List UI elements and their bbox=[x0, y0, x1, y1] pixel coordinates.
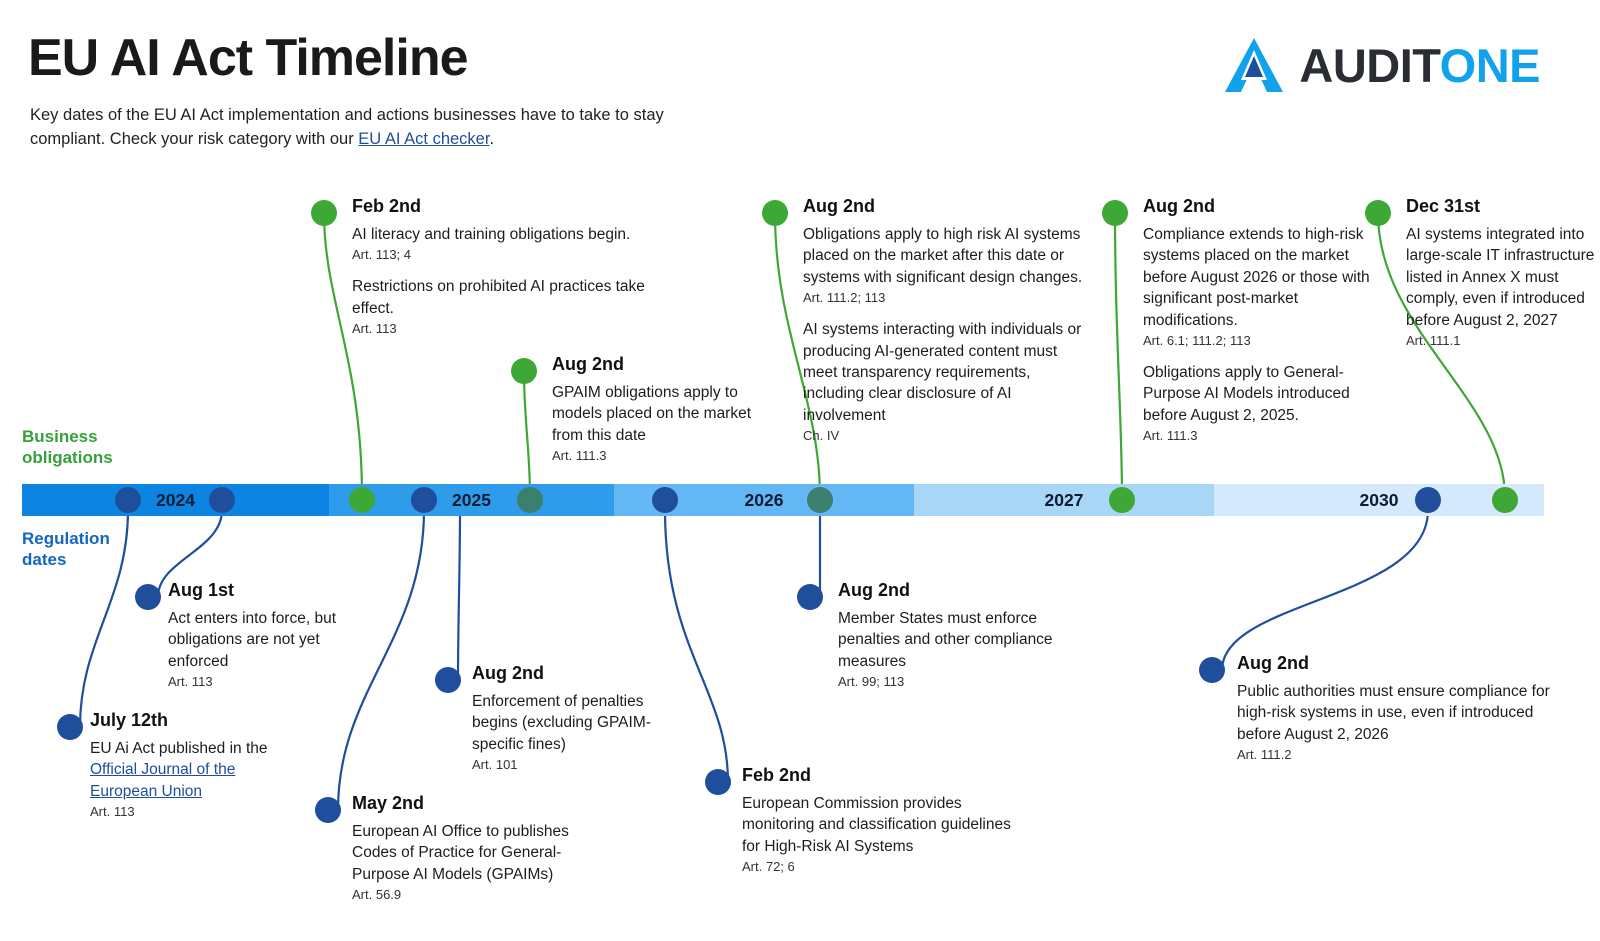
marker-dot-aug-1[interactable] bbox=[209, 487, 235, 513]
card-article: Art. 113 bbox=[352, 321, 397, 337]
card-dot-feb-2-2026[interactable] bbox=[705, 769, 731, 795]
card-article: Art. 72; 6 bbox=[742, 859, 795, 875]
card-dot-aug-2-2026[interactable] bbox=[762, 200, 788, 226]
year-label-2030: 2030 bbox=[1359, 489, 1399, 510]
eu-ai-act-checker-link[interactable]: EU AI Act checker bbox=[358, 129, 490, 148]
auditone-logo bbox=[1223, 36, 1540, 94]
card-article: Art. 113 bbox=[168, 674, 213, 690]
card-feb-2-2026-below bbox=[742, 765, 1032, 874]
card-date: Feb 2nd bbox=[742, 765, 812, 785]
card-text: Act enters into force, but obligations are not yet enforced bbox=[168, 610, 337, 670]
card-date: Aug 2nd bbox=[472, 663, 544, 683]
regulation-label-line2: dates bbox=[22, 550, 67, 570]
marker-dot-aug-2-2026[interactable] bbox=[807, 487, 833, 513]
logo-text-one: ONE bbox=[1439, 38, 1540, 92]
card-text: European Commission provides monitoring and classification guidelines for High-Risk AI Systems bbox=[742, 795, 1011, 855]
card-text: AI systems interacting with individuals or producing AI-generated content must meet transparency requirements, including clear disclosure of AI involvement bbox=[803, 321, 1082, 424]
card-text: Restrictions on prohibited AI practices take effect. bbox=[352, 278, 645, 317]
card-text bbox=[90, 738, 280, 802]
regulation-label-line1: Regulation bbox=[22, 529, 110, 548]
card-article: Art. 113; 4 bbox=[352, 247, 412, 263]
card-aug-2-2027-above bbox=[1143, 196, 1383, 443]
card-may-2-2025 bbox=[352, 793, 602, 902]
card-article: Art. 56.9 bbox=[352, 887, 402, 903]
card-dot-aug-2-2027[interactable] bbox=[1102, 200, 1128, 226]
marker-dot-may-2[interactable] bbox=[411, 487, 437, 513]
business-obligations-label bbox=[22, 426, 113, 469]
marker-dot-july-12[interactable] bbox=[115, 487, 141, 513]
card-article: Ch. IV bbox=[803, 428, 840, 443]
card-article: Art. 111.2 bbox=[1237, 747, 1292, 763]
card-dot-aug-2-2026-below[interactable] bbox=[797, 584, 823, 610]
card-dot-feb-2-2025[interactable] bbox=[311, 200, 337, 226]
card-aug-2-2025-below bbox=[472, 663, 677, 772]
card-aug-2-2026-above bbox=[803, 196, 1093, 443]
card-text: Obligations apply to high risk AI systems placed on the market after this date or systems with significant design changes. bbox=[803, 226, 1083, 286]
card-dot-may-2[interactable] bbox=[315, 797, 341, 823]
card-text: Public authorities must ensure compliance for high-risk systems in use, even if introduced before August 2, 2026 bbox=[1237, 683, 1550, 743]
page-title: EU AI Act Timeline bbox=[28, 29, 468, 87]
card-aug-2-2025-above bbox=[552, 354, 767, 463]
card-aug-2-2026-below bbox=[838, 580, 1068, 689]
card-dot-aug-2-2025[interactable] bbox=[511, 358, 537, 384]
card-date: Aug 2nd bbox=[1237, 653, 1309, 673]
card-july-12-2024 bbox=[90, 710, 280, 819]
card-text-pre: EU Ai Act published in the bbox=[90, 740, 268, 757]
card-text: AI systems integrated into large-scale IT infrastructure listed in Annex X must comply, even if introduced before August 2, 2027 bbox=[1406, 226, 1595, 329]
subtitle-text-after: . bbox=[489, 129, 495, 148]
card-dot-aug-2-2030[interactable] bbox=[1199, 657, 1225, 683]
card-date: Aug 2nd bbox=[838, 580, 910, 600]
page-subtitle bbox=[30, 104, 670, 152]
marker-dot-feb-2-2025[interactable] bbox=[349, 487, 375, 513]
year-label-2025: 2025 bbox=[452, 489, 491, 510]
auditone-logo-mark bbox=[1223, 36, 1285, 94]
card-article: Art. 111.3 bbox=[552, 448, 607, 464]
marker-dot-aug-2-2027[interactable] bbox=[1109, 487, 1135, 513]
year-label-2027: 2027 bbox=[1044, 489, 1084, 510]
auditone-logo-text bbox=[1299, 38, 1540, 93]
card-article: Art. 101 bbox=[472, 757, 518, 773]
card-text: Enforcement of penalties begins (excluding GPAIM-specific fines) bbox=[472, 693, 651, 753]
timeline-segment-2027 bbox=[914, 484, 1214, 516]
card-article: Art. 111.3 bbox=[1143, 428, 1198, 443]
card-dot-aug-1[interactable] bbox=[135, 584, 161, 610]
card-date: Aug 1st bbox=[168, 580, 235, 600]
card-aug-1-2024 bbox=[168, 580, 343, 689]
card-date: July 12th bbox=[90, 710, 169, 730]
card-article: Art. 6.1; 111.2; 113 bbox=[1143, 332, 1251, 348]
card-article: Art. 99; 113 bbox=[838, 674, 905, 690]
timeline-segment-2024 bbox=[22, 484, 329, 516]
year-label-2026: 2026 bbox=[744, 489, 784, 510]
marker-dot-aug-2-2030[interactable] bbox=[1415, 487, 1441, 513]
card-article: Art. 111.2; 113 bbox=[803, 290, 886, 306]
card-text: Compliance extends to high-risk systems placed on the market before August 2026 or those with significant post-market modifications. bbox=[1143, 226, 1370, 329]
subtitle-text-before: Key dates of the EU AI Act implementation and actions businesses have to take to stay compliant. Check your risk category with our bbox=[30, 106, 664, 148]
card-dec-31-2030-above bbox=[1406, 196, 1600, 348]
card-date: Aug 2nd bbox=[803, 196, 875, 216]
card-text: European AI Office to publishes Codes of Practice for General-Purpose AI Models (GPAIMs) bbox=[352, 823, 569, 883]
card-aug-2-2030-below bbox=[1237, 653, 1567, 762]
card-article: Art. 111.1 bbox=[1406, 332, 1461, 348]
card-dot-aug-2-2025-below[interactable] bbox=[435, 667, 461, 693]
card-date: Dec 31st bbox=[1406, 196, 1481, 216]
card-date: Aug 2nd bbox=[552, 354, 624, 374]
card-article: Art. 113 bbox=[90, 804, 135, 820]
regulation-dates-label bbox=[22, 528, 110, 571]
card-date: Feb 2nd bbox=[352, 196, 422, 216]
card-text: Obligations apply to General-Purpose AI Models introduced before August 2, 2025. bbox=[1143, 363, 1350, 424]
card-feb-2-2025 bbox=[352, 196, 672, 336]
card-dot-july-12[interactable] bbox=[57, 714, 83, 740]
marker-dot-aug-2-2025[interactable] bbox=[517, 487, 543, 513]
card-date: May 2nd bbox=[352, 793, 425, 813]
logo-text-audit: AUDIT bbox=[1299, 38, 1440, 92]
official-journal-link[interactable]: Official Journal of the European Union bbox=[90, 761, 236, 800]
timeline-bar bbox=[22, 484, 1544, 516]
business-label-line2: obligations bbox=[22, 448, 113, 468]
card-text: AI literacy and training obligations begin. bbox=[352, 226, 631, 243]
marker-dot-dec-31[interactable] bbox=[1492, 487, 1518, 513]
card-text: GPAIM obligations apply to models placed on the market from this date bbox=[552, 384, 752, 444]
card-date: Aug 2nd bbox=[1143, 196, 1215, 216]
card-text: Member States must enforce penalties and other compliance measures bbox=[838, 610, 1053, 670]
year-label-2024: 2024 bbox=[156, 489, 195, 510]
business-label-line1: Business bbox=[22, 427, 98, 446]
marker-dot-feb-2-2026[interactable] bbox=[652, 487, 678, 513]
